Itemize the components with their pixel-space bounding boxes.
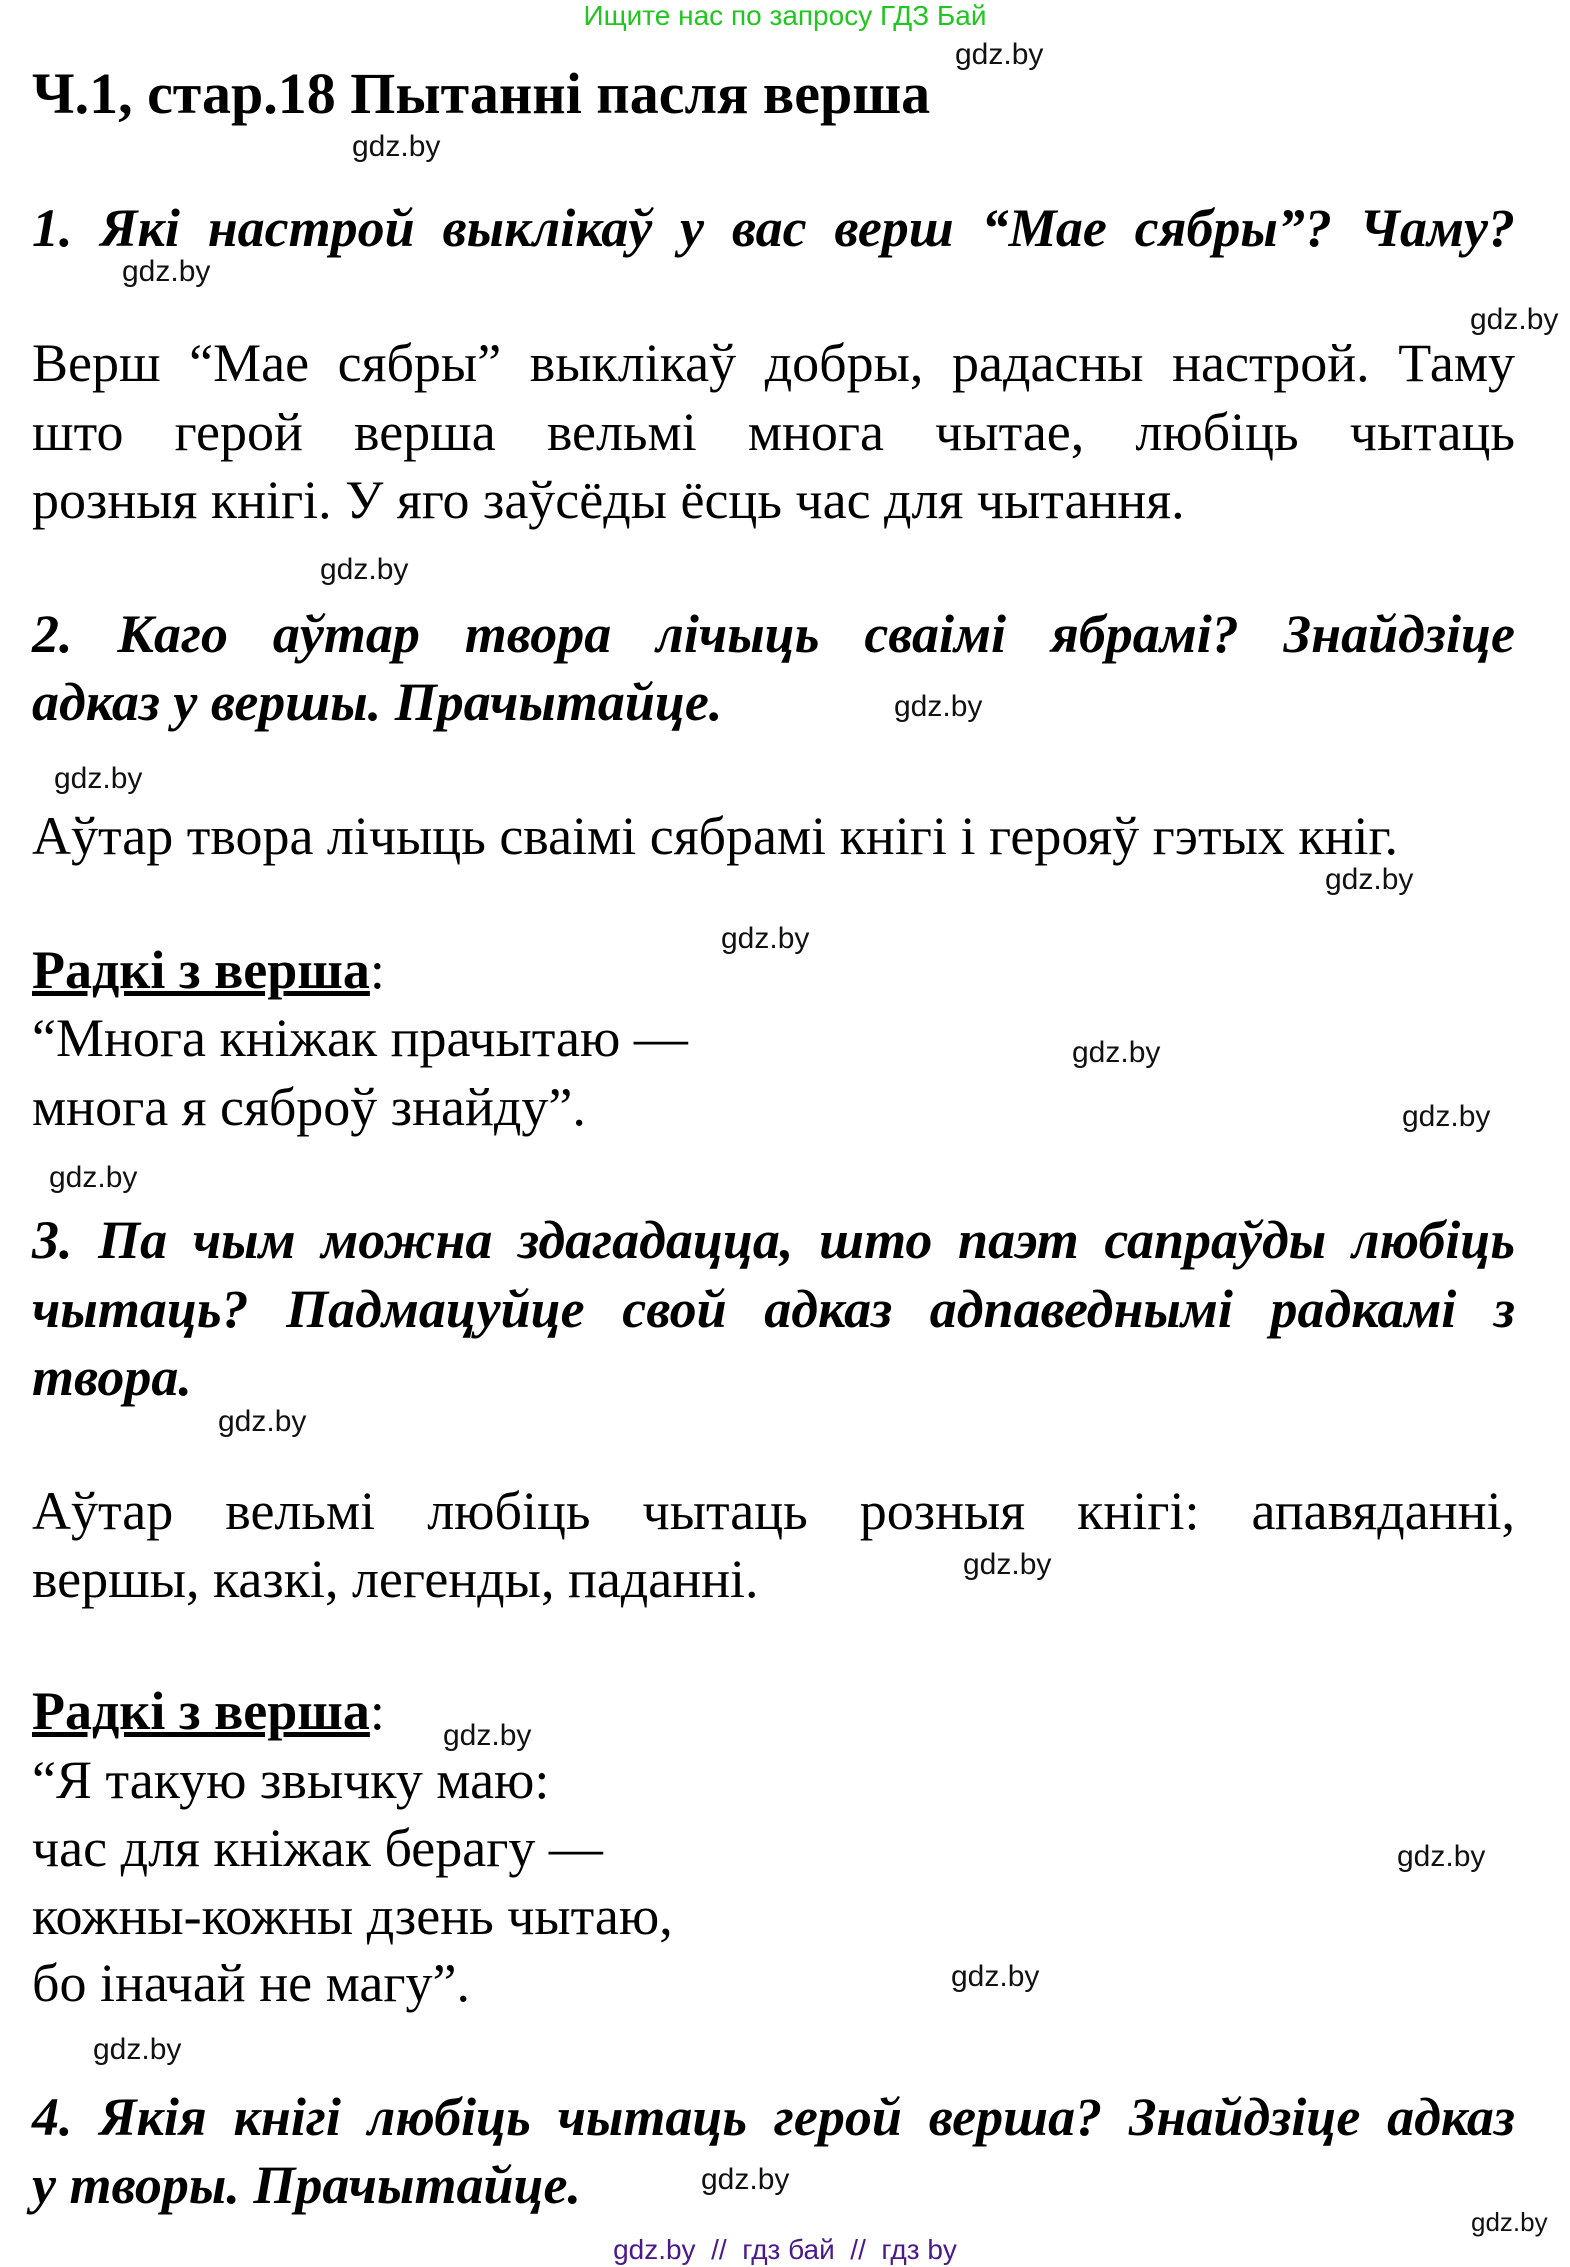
footer-links: gdz.by // гдз бай // гдз by	[613, 2234, 957, 2265]
colon: :	[369, 940, 385, 1000]
colon: :	[369, 1681, 385, 1741]
quote-line: кожны-кожны дзень чытаю,	[32, 1886, 673, 1946]
watermark: gdz.by	[1397, 1840, 1486, 1873]
answer-1-line: Верш “Мае сябры” выклікаў добры, радасны настрой. Таму	[32, 333, 1515, 393]
lines-heading-text: Радкі з верша	[32, 940, 370, 1000]
answer-3-line: Аўтар вельмі любіць чытаць розныя кнігі: апавяданні,	[32, 1481, 1515, 1541]
watermark: gdz.by	[963, 1548, 1052, 1581]
watermark: gdz.by	[701, 2163, 790, 2196]
watermark: gdz.by	[49, 1161, 138, 1194]
watermark: gdz.by	[352, 130, 441, 163]
lines-heading	[32, 936, 385, 1004]
watermark: gdz.by	[122, 255, 211, 288]
question-3-line: твора.	[32, 1347, 192, 1407]
lines-heading-text: Радкі з верша	[32, 1681, 370, 1741]
watermark: gdz.by	[1470, 303, 1559, 336]
question-4-line: 4. Якія кнігі любіць чытаць герой верша? Знайдзіце адказ	[32, 2087, 1515, 2147]
quote-line: “Я такую звычку маю:	[32, 1750, 550, 1810]
question-2-line: адказ у вершы. Прачытайце.	[32, 672, 723, 732]
lines-heading	[32, 1677, 385, 1745]
question-4-line: у творы. Прачытайце.	[32, 2155, 581, 2215]
quote-line: многа я сяброў знайду”.	[32, 1077, 586, 1137]
watermark: gdz.by	[1072, 1036, 1161, 1069]
watermark: gdz.by	[894, 690, 983, 723]
watermark: gdz.by	[443, 1719, 532, 1752]
question-3-line: 3. Па чым можна здагадацца, што паэт сапраўды любіць	[32, 1210, 1515, 1270]
question-3-line: чытаць? Падмацуйце свой адказ адпаведнымі радкамі з	[32, 1279, 1515, 1339]
quote-line: “Многа кніжак прачытаю —	[32, 1008, 688, 1068]
answer-1-line: розныя кнігі. У яго заўсёды ёсць час для чытання.	[32, 470, 1185, 530]
watermark: gdz.by	[54, 762, 143, 795]
watermark: gdz.by	[955, 38, 1044, 71]
answer-2: Аўтар твора лічыць сваімі сябрамі кнігі і герояў гэтых кніг.	[32, 806, 1399, 866]
answer-3-line: вершы, казкі, легенды, паданні.	[32, 1549, 759, 1609]
page-title: Ч.1, стар.18 Пытанні пасля верша	[32, 61, 931, 126]
quote-line: бо іначай не магу”.	[32, 1953, 470, 2013]
watermark: gdz.by	[1325, 863, 1414, 896]
watermark: gdz.by	[320, 553, 409, 586]
watermark: gdz.by	[1471, 2207, 1548, 2237]
question-1: 1. Які настрой выклікаў у вас верш “Мае сябры”? Чаму?	[32, 198, 1515, 258]
watermark: gdz.by	[1402, 1100, 1491, 1133]
answer-1-line: што герой верша вельмі многа чытае, любіць чытаць	[32, 402, 1515, 462]
question-2-line: 2. Каго аўтар твора лічыць сваімі ябрамі? Знайдзіце	[32, 604, 1515, 664]
search-banner: Ищите нас по запросу ГДЗ Бай	[583, 0, 987, 31]
quote-line: час для кніжак берагу —	[32, 1818, 603, 1878]
watermark: gdz.by	[218, 1405, 307, 1438]
watermark: gdz.by	[951, 1960, 1040, 1993]
watermark: gdz.by	[93, 2033, 182, 2066]
watermark: gdz.by	[721, 922, 810, 955]
